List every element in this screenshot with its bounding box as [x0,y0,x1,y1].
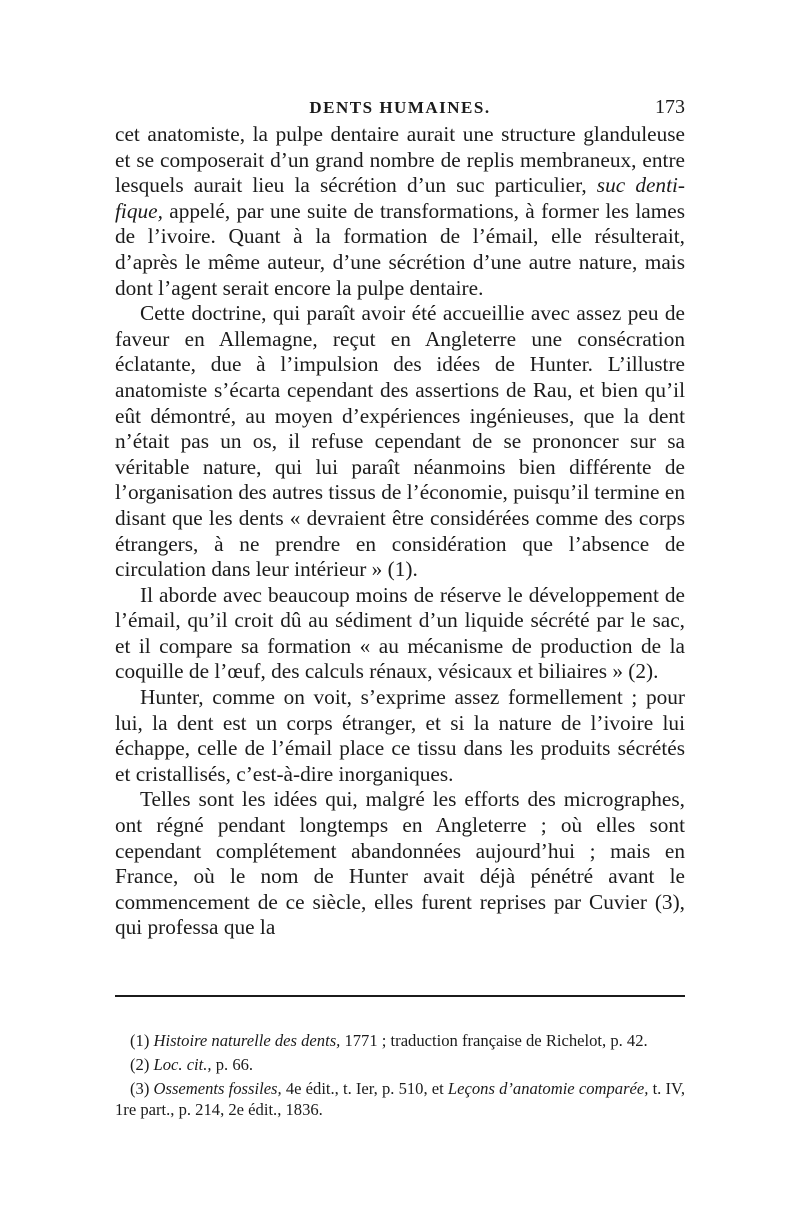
paragraph-1 [115,122,685,301]
footnote-rule [115,995,685,997]
footnote-2-number: (2) [130,1055,154,1074]
footnote-3-title-2: Leçons d’anatomie comparée, [447,1079,649,1098]
italic-term: suc denti-fique, [115,173,686,223]
paragraph-1-text-b: appelé, par une suite de transformations, à former les lames de l’ivoire. Quant à la formation de l’émail, elle résulterait, d’après le même auteur, d’une sécrétion d’une autre nature, mais dont l’agent serait encore la pulpe dentaire. [115,198,685,300]
footnote-2-title: Loc. cit., [153,1055,212,1074]
footnote-1-title: Histoire naturelle des dents, [153,1031,341,1050]
page-number: 173 [655,96,685,118]
footnote-1 [115,1030,685,1051]
footnote-1-text: 1771 ; traduction française de Richelot, p. 42. [340,1031,648,1050]
paragraph-5: Telles sont les idées qui, malgré les efforts des micrographes, ont régné pendant longtemps en Angleterre ; où elles sont cependant complétement abandonnées aujourd’hui ; mais en France, où le nom de Hunter avait déjà pénétré avant le commencement de ce siècle, elles furent reprises par Cuvier (3), qui professa que la [115,787,685,940]
footnote-3-text-2: t. IV, 1re part., p. 214, 2e édit., 1836. [115,1079,686,1119]
paragraph-2: Cette doctrine, qui paraît avoir été accueillie avec assez peu de faveur en Allemagne, reçut en Angleterre une consécration éclatante, due à l’impulsion des idées de Hunter. L’illustre anatomiste s’écarta cependant des assertions de Rau, et bien qu’il eût démontré, au moyen d’expériences ingénieuses, que la dent n’était pas un os, il refuse cependant de se prononcer sur sa véritable nature, qui lui paraît néanmoins bien différente de l’organisation des autres tissus de l’économie, puisqu’il termine en disant que les dents « devraient être considérées comme des corps étrangers, à ne prendre en considération que l’absence de circulation dans leur intérieur » (1). [115,301,685,582]
footnote-1-number: (1) [130,1031,154,1050]
paragraph-1-text-a: cet anatomiste, la pulpe dentaire aurait une structure glanduleuse et se composerait d’un grand nombre de replis membraneux, entre lesquels aurait lieu la sécrétion d’un suc particulier, [115,122,685,198]
page-header [115,98,685,122]
footnote-3-title: Ossements fossiles, [153,1079,282,1098]
running-title: DENTS HUMAINES. [309,98,491,117]
paragraph-3: Il aborde avec beaucoup moins de réserve le développement de l’émail, qu’il croit dû au sédiment d’un liquide sécrété par le sac, et il compare sa formation « au mécanisme de production de la coquille de l’œuf, des calculs rénaux, vésicaux et biliaires » (2). [115,582,685,684]
body-text [115,122,685,941]
footnote-3 [115,1078,685,1120]
footnote-2-text: p. 66. [211,1055,254,1074]
footnote-2 [115,1054,685,1075]
footnotes [115,1030,685,1123]
footnote-3-text: 4e édit., t. Ier, p. 510, et [281,1079,448,1098]
footnote-3-number: (3) [130,1079,154,1098]
paragraph-4: Hunter, comme on voit, s’exprime assez formellement ; pour lui, la dent est un corps étranger, et si la nature de l’ivoire lui échappe, celle de l’émail place ce tissu dans les produits sécrétés et cristallisés, c’est-à-dire inorganiques. [115,685,685,786]
